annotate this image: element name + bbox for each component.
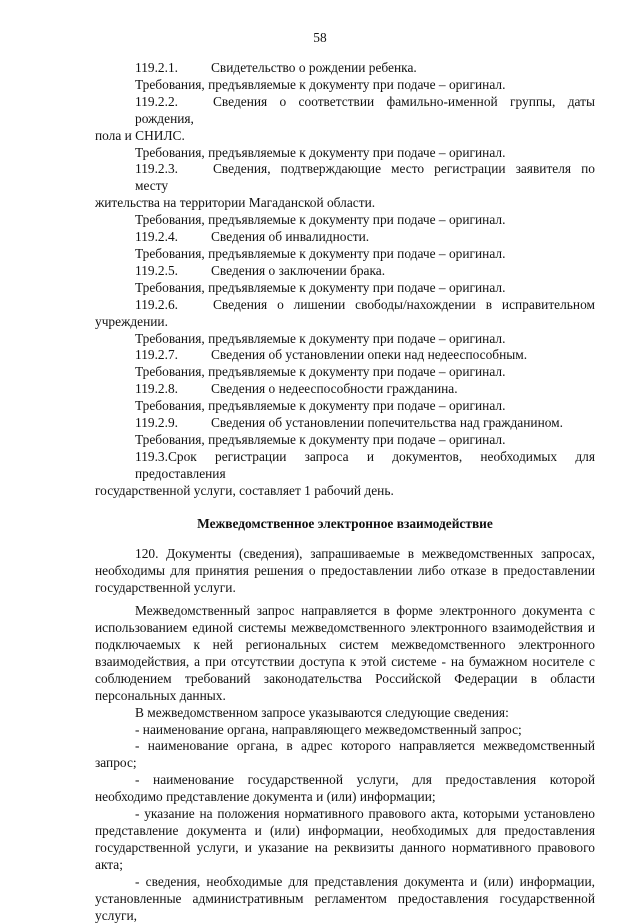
item-continuation: учреждении.: [95, 313, 168, 329]
paragraph-request: [95, 603, 595, 704]
requirement-line: Требования, предъявляемые к документу при подаче – оригинал.: [135, 330, 506, 346]
item-continuation: пола и СНИЛС.: [95, 127, 185, 143]
paragraph-120: [95, 546, 595, 597]
item-text: Сведения об инвалидности.: [211, 229, 370, 245]
requirements-list: [95, 722, 595, 924]
list-item: - наименование государственной услуги, для предоставления которой необходимо представление документа и (или) информации;: [95, 772, 595, 805]
item-119-2-1: [95, 60, 595, 77]
paragraph-119-3: 119.3.Срок регистрации запроса и документов, необходимых для предоставления: [135, 448, 595, 481]
paragraph-120-text: 120. Документы (сведения), запрашиваемые в межведомственных запросах, необходимы для принятия решения о предоставлении либо отказе в предоставлении государственной услуги.: [95, 546, 595, 596]
page-number: 58: [313, 30, 327, 45]
document-body: [95, 60, 595, 924]
item-text: Сведения об установлении попечительства над гражданином.: [211, 415, 563, 431]
requirement-line: Требования, предъявляемые к документу при подаче – оригинал.: [135, 431, 506, 447]
item-number: 119.2.6.: [135, 296, 179, 312]
requirement-line: Требования, предъявляемые к документу при подаче – оригинал.: [135, 279, 506, 295]
item-119-2-5: [95, 263, 595, 280]
item-text: Сведения о лишении свободы/нахождении в исправительном: [213, 296, 595, 312]
requirement-line: Требования, предъявляемые к документу при подаче – оригинал.: [135, 398, 506, 414]
paragraph-request-text: Межведомственный запрос направляется в форме электронного документа с использованием единой системы межведомственного электронного взаимодействия и подключаемых к ней региональных систем межведомственного электронного взаимодействия, а при отсутствии доступа к этой системе - на бумажном носителе с соблюдением требований законодательства Российской Федерации в области персональных данных.: [95, 603, 595, 703]
item-119-2-8: [95, 381, 595, 398]
item-119-2-4: [95, 229, 595, 246]
item-text: Сведения о недееспособности гражданина.: [211, 381, 458, 397]
requirement-line: Требования, предъявляемые к документу при подаче – оригинал.: [135, 245, 506, 261]
item-text: Сведения об установлении опеки над недееспособным.: [211, 347, 528, 363]
item-number: 119.2.1.: [135, 60, 179, 75]
requirement-line: Требования, предъявляемые к документу при подаче – оригинал.: [135, 76, 506, 92]
list-item: - наименование органа, в адрес которого направляется межведомственный запрос;: [95, 738, 595, 771]
section-heading: Межведомственное электронное взаимодействие: [197, 515, 493, 531]
item-number: 119.2.4.: [135, 229, 179, 245]
requirement-line: Требования, предъявляемые к документу при подаче – оригинал.: [135, 144, 506, 160]
paragraph-119-3-continuation: государственной услуги, составляет 1 рабочий день.: [95, 482, 394, 498]
item-number: 119.2.3.: [135, 161, 179, 177]
item-number: 119.2.8.: [135, 381, 179, 397]
list-item: - сведения, необходимые для представления документа и (или) информации, установленные административным регламентом предоставления государственной услуги,: [95, 873, 595, 923]
item-text: Сведения о заключении брака.: [211, 262, 386, 278]
item-119-2-3: [95, 161, 595, 195]
list-intro: В межведомственном запросе указываются следующие сведения:: [135, 704, 509, 720]
item-119-2-6: [95, 297, 595, 314]
item-number: 119.2.2.: [135, 93, 179, 109]
list-item: - указание на положения нормативного правового акта, которыми установлено представление документа и (или) информации, необходимых для предоставления государственной услуги, и указание на реквизиты данного нормативного правового акта;: [95, 806, 595, 872]
item-number: 119.2.5.: [135, 262, 179, 278]
list-item: - наименование органа, направляющего межведомственный запрос;: [135, 721, 522, 737]
item-number: 119.2.9.: [135, 415, 179, 431]
item-text: Сведения о соответствии фамильно-именной группы, даты рождения,: [135, 93, 595, 126]
item-continuation: жительства на территории Магаданской области.: [95, 195, 376, 211]
item-text: Сведения, подтверждающие место регистрации заявителя по месту: [135, 161, 595, 194]
item-119-2-9: [95, 415, 595, 432]
requirement-line: Требования, предъявляемые к документу при подаче – оригинал.: [135, 364, 506, 380]
requirement-line: Требования, предъявляемые к документу при подаче – оригинал.: [135, 212, 506, 228]
item-119-2-7: [95, 347, 595, 364]
item-119-2-2: [95, 94, 595, 128]
item-text: Свидетельство о рождении ребенка.: [211, 60, 417, 75]
item-number: 119.2.7.: [135, 347, 179, 363]
